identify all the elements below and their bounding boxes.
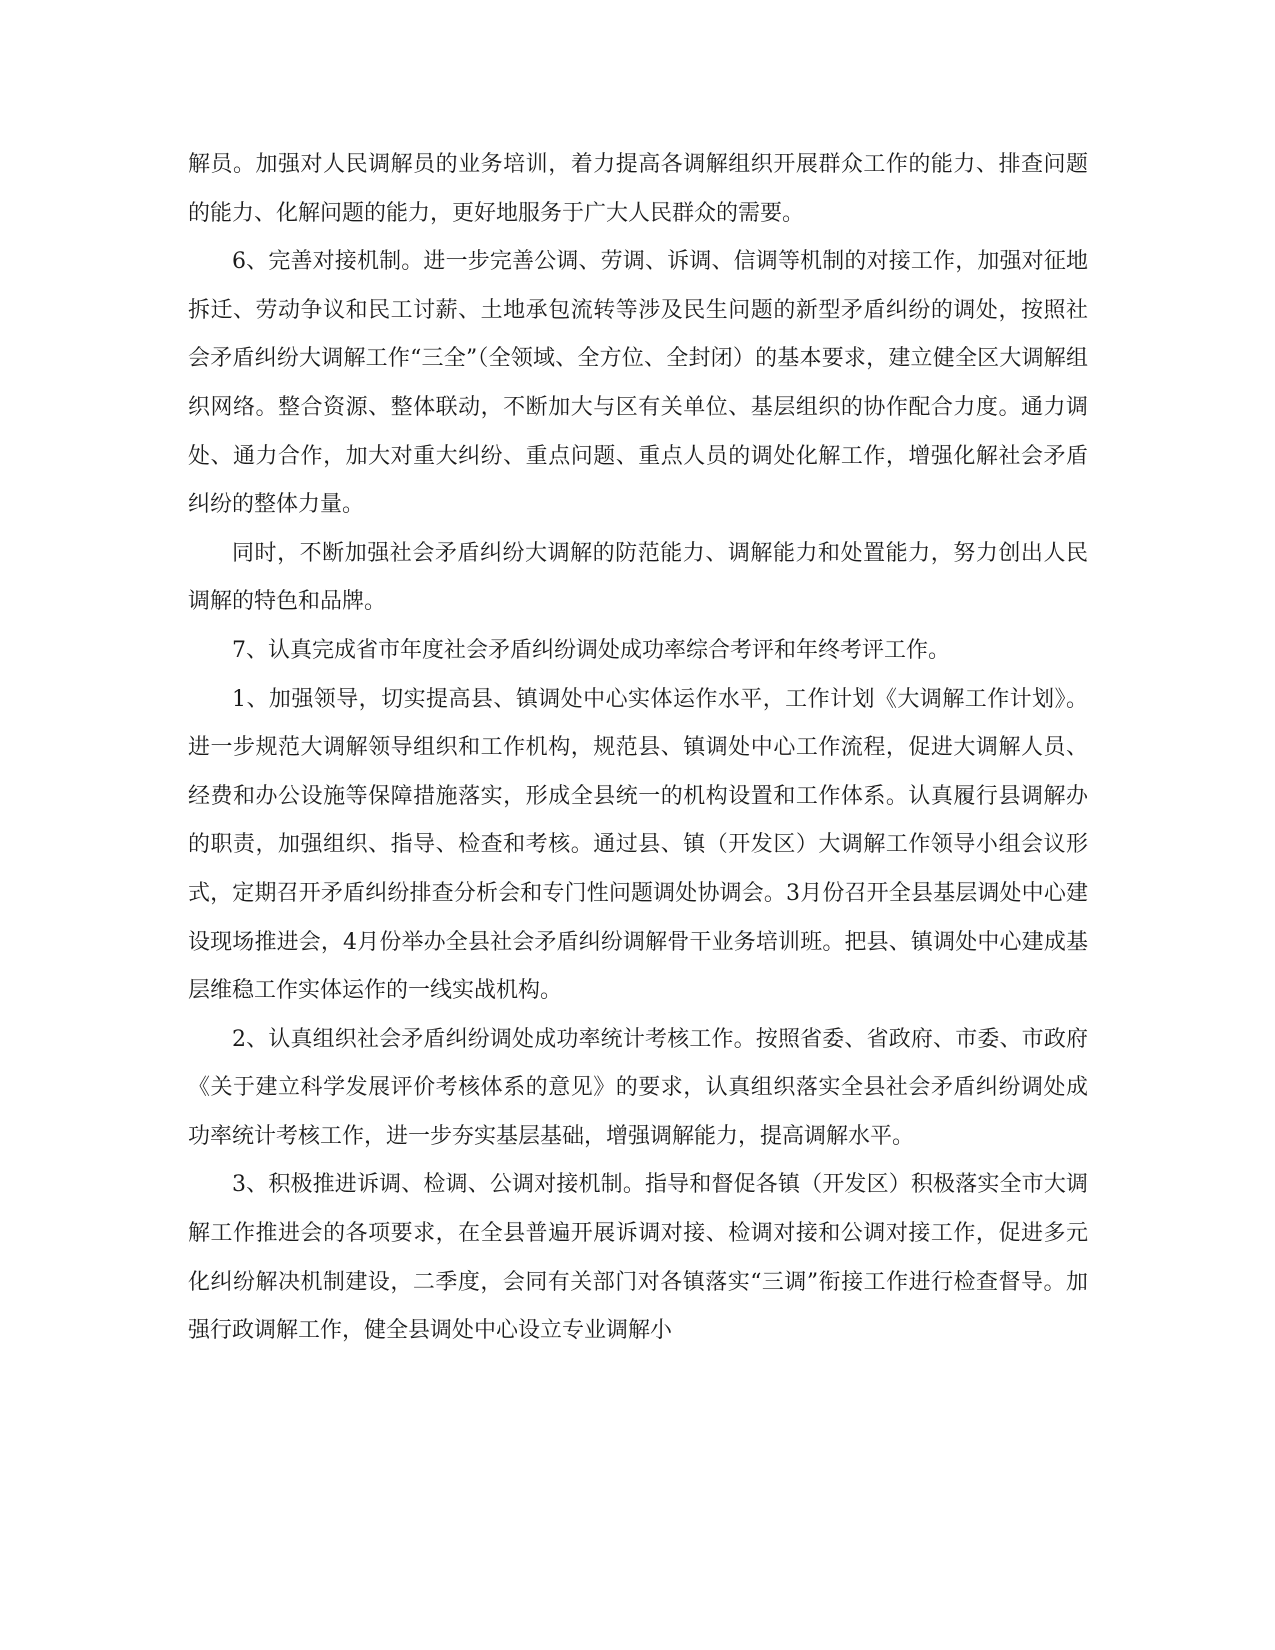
paragraph-3: 同时，不断加强社会矛盾纠纷大调解的防范能力、调解能力和处置能力，努力创出人民调解的特色和品牌。: [188, 540, 1088, 615]
paragraph-2: 6、完善对接机制。进一步完善公调、劳调、诉调、信调等机制的对接工作，加强对征地拆迁、劳动争议和民工讨薪、土地承包流转等涉及民生问题的新型矛盾纠纷的调处，按照社会矛盾纠纷大调解工作“三全”（全领域、全方位、全封闭）的基本要求，建立健全区大调解组织网络。整合资源、整体联动，不断加大与区有关单位、基层组织的协作配合力度。通力调处、通力合作，加大对重大纠纷、重点问题、重点人员的调处化解工作，增强化解社会矛盾纠纷的整体力量。: [188, 249, 1088, 518]
paragraph-1: 解员。加强对人民调解员的业务培训，着力提高各调解组织开展群众工作的能力、排查问题的能力、化解问题的能力，更好地服务于广大人民群众的需要。: [188, 152, 1088, 226]
document-body: [188, 141, 1088, 1356]
paragraph-6: 2、认真组织社会矛盾纠纷调处成功率统计考核工作。按照省委、省政府、市委、市政府《关于建立科学发展评价考核体系的意见》的要求，认真组织落实全县社会矛盾纠纷调处成功率统计考核工作，进一步夯实基层基础，增强调解能力，提高调解水平。: [188, 1026, 1088, 1149]
paragraph-4: 7、认真完成省市年度社会矛盾纠纷调处成功率综合考评和年终考评工作。: [232, 637, 950, 663]
paragraph-5: 1、加强领导，切实提高县、镇调处中心实体运作水平，工作计划《大调解工作计划》。进一步规范大调解领导组织和工作机构，规范县、镇调处中心工作流程，促进大调解人员、经费和办公设施等保障措施落实，形成全县统一的机构设置和工作体系。认真履行县调解办的职责，加强组织、指导、检查和考核。通过县、镇（开发区）大调解工作领导小组会议形式，定期召开矛盾纠纷排查分析会和专门性问题调处协调会。3月份召开全县基层调处中心建设现场推进会，4月份举办全县社会矛盾纠纷调解骨干业务培训班。把县、镇调处中心建成基层维稳工作实体运作的一线实战机构。: [188, 686, 1088, 1004]
paragraph-7: 3、积极推进诉调、检调、公调对接机制。指导和督促各镇（开发区）积极落实全市大调解工作推进会的各项要求，在全县普遍开展诉调对接、检调对接和公调对接工作，促进多元化纠纷解决机制建设，二季度，会同有关部门对各镇落实“三调”衔接工作进行检查督导。加强行政调解工作，健全县调处中心设立专业调解小: [188, 1172, 1088, 1344]
